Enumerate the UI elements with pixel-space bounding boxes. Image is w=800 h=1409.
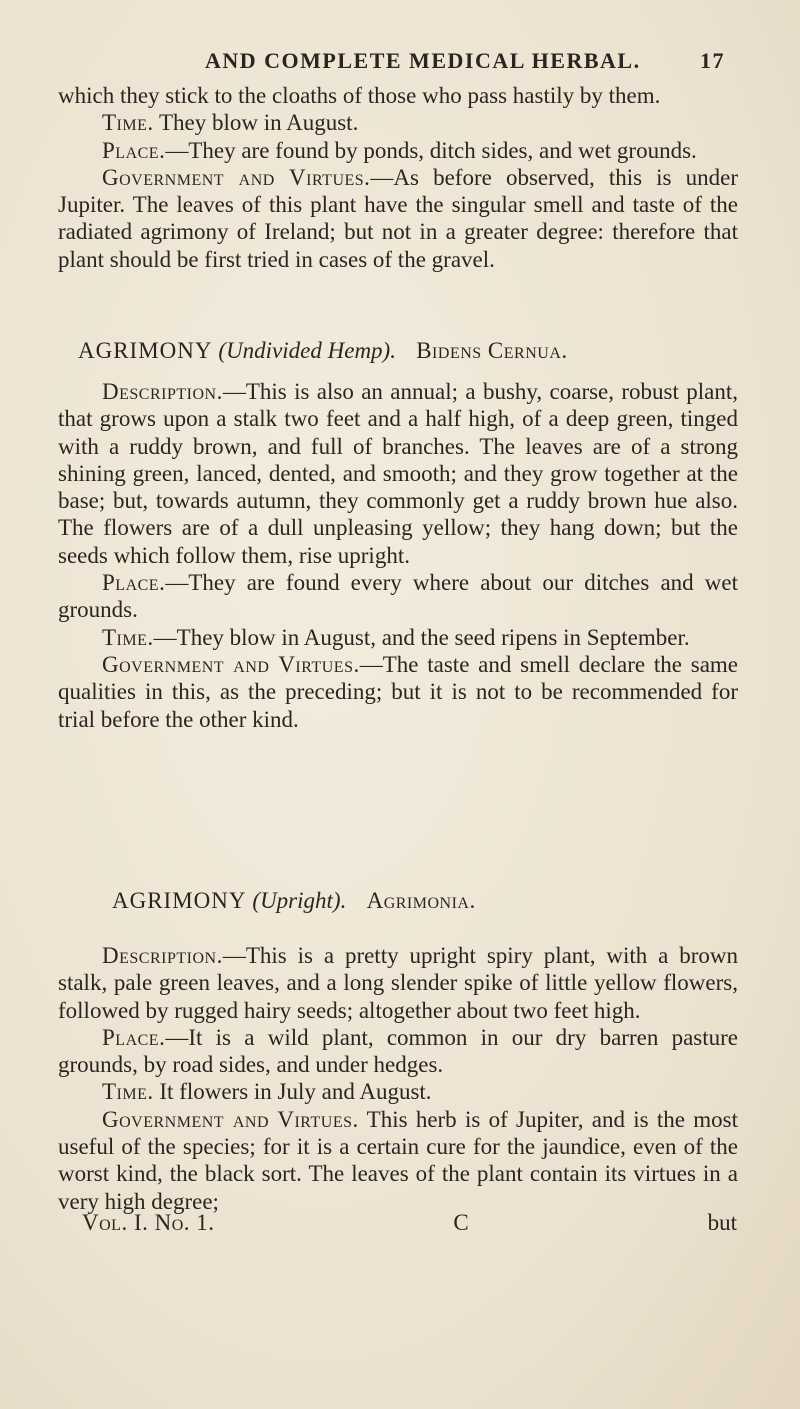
entry1-heading (78, 338, 568, 364)
entry1-common-name: (Undivided Hemp). (218, 338, 396, 363)
page-footer (82, 1210, 737, 1236)
entry1-description: Description.—This is also an annual; a bushy, coarse, robust plant, that grows upon a stalk two feet and a half high, of a deep green, tinged with a ruddy brown, and full of branches. The leaves are of a strong shining green, lanced, dented, and smooth; and they grow together at the base; but, towards autumn, they commonly get a ruddy brown hue also. The flowers are of a dull unpleasing yellow; they hang down; but the seeds which follow them, rise upright. (58, 379, 738, 568)
intro-section (58, 82, 738, 273)
time-label: Time. (102, 110, 154, 136)
entry1-body (58, 378, 738, 733)
entry1-place: Place.—They are found every where about our ditches and wet grounds. (58, 570, 738, 623)
continuation-text: which they stick to the cloaths of those who pass hastily by them. (58, 83, 661, 108)
entry2-time: Time. It flowers in July and August. (102, 1079, 432, 1105)
entry2-body (58, 942, 738, 1215)
entry2-common-name: (Upright). (252, 888, 347, 913)
running-header (205, 48, 725, 74)
entry2-name: AGRIMONY (112, 888, 246, 913)
entry1-name: AGRIMONY (78, 338, 212, 363)
intro-time: Time. They blow in August. (102, 110, 359, 136)
entry1-time: Time.—They blow in August, and the seed ripens in September. (102, 624, 690, 650)
government-label: Government and Virtues. (102, 164, 371, 190)
entry2-heading (112, 888, 476, 914)
catchword: but (707, 1210, 737, 1235)
entry2-description: Description.—This is a pretty upright spiry plant, with a brown stalk, pale green leaves, and a long slender spike of little yellow flowers, followed by rugged hairy seeds; altogether about two feet high. (58, 943, 738, 1023)
header-title: AND COMPLETE MEDICAL HERBAL. (205, 48, 641, 73)
intro-government: Government and Virtues.—As before observed, this is under Jupiter. The leaves of this plant have the singular smell and taste of the radiated agrimony of Ireland; but not in a greater degree: therefore that plant should be first tried in cases of the gravel. (58, 164, 738, 272)
entry1-government: Government and Virtues.—The taste and smell declare the same qualities in this, as the preceding; but it is not to be recommended for trial before the other kind. (58, 651, 738, 732)
place-label: Place. (102, 137, 166, 163)
intro-place: Place.—They are found by ponds, ditch sides, and wet grounds. (102, 137, 697, 163)
volume-number: Vol. I. No. 1. (82, 1210, 215, 1235)
signature-mark: C (453, 1210, 469, 1235)
page-number: 17 (700, 48, 725, 73)
entry1-latin-name: Bidens Cernua. (416, 338, 568, 363)
entry2-government: Government and Virtues. This herb is of Jupiter, and is the most useful of the species; for it is a certain cure for the jaundice, even of the worst kind, the black sort. The leaves of the plant contain its virtues in a very high degree; (58, 1106, 738, 1214)
entry2-latin-name: Agrimonia. (366, 888, 476, 913)
entry2-place: Place.—It is a wild plant, common in our dry barren pasture grounds, by road sides, and under hedges. (58, 1024, 738, 1078)
